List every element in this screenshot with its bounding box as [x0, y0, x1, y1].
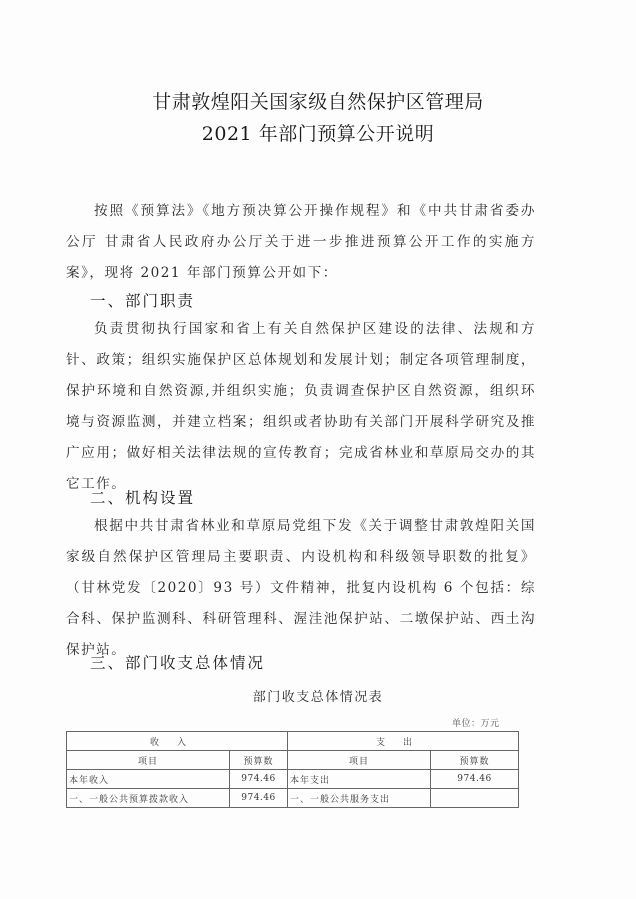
expense-group-label: 支出 [376, 737, 431, 748]
income-item-cell: 一、一般公共预算拨款收入 [67, 789, 230, 808]
section-heading-organization: 二、机构设置 [90, 489, 196, 507]
expense-group-header [288, 732, 519, 751]
income-group-label: 收入 [150, 737, 205, 748]
table-group-header-row [67, 732, 519, 751]
unit-label: 单位：万元 [452, 719, 500, 729]
expense-budget-header: 预算数 [431, 751, 519, 770]
income-budget-cell: 974.46 [230, 789, 288, 808]
expense-budget-cell [431, 789, 519, 808]
table-row [67, 789, 519, 808]
expense-item-cell: 一、一般公共服务支出 [288, 789, 431, 808]
income-budget-header: 预算数 [230, 751, 288, 770]
section-body-duties: 负责贯彻执行国家和省上有关自然保护区建设的法律、法规和方针、政策；组织实施保护区总体规划和发展计划；制定各项管理制度，保护环境和自然资源,并组织实施；负责调查保护区自然资源，组织环境与资源监测，并建立档案；组织或者协助有关部门开展科学研究及推广应用；做好相关法律法规的宣传教育；完成省林业和草原局交办的其它工作。 [66, 321, 536, 492]
income-budget-cell: 974.46 [230, 770, 288, 789]
section-body-organization: 根据中共甘肃省林业和草原局党组下发《关于调整甘肃敦煌阳关国家级自然保护区管理局主要职责、内设机构和科级领导职数的批复》（甘林党发〔2020〕93 号）文件精神，批复内设机构 6 个包括：综合科、保护监测科、科研管理科、渥洼池保护站、二墩保护站、西土沟保护站。 [66, 518, 536, 658]
section-heading-duties: 一、部门职责 [90, 292, 196, 310]
section-heading-budget-overview: 三、部门收支总体情况 [90, 654, 266, 672]
expense-item-cell: 本年支出 [288, 770, 431, 789]
document-subtitle: 2021 年部门预算公开说明 [201, 123, 435, 145]
intro-paragraph: 按照《预算法》《地方预决算公开操作规程》和《中共甘肃省委办公厅 甘肃省人民政府办公厅关于进一步推进预算公开工作的实施方案》，现将 2021 年部门预算公开如下： [66, 203, 536, 281]
income-item-header: 项目 [67, 751, 230, 770]
expense-item-header: 项目 [288, 751, 431, 770]
table-column-header-row [67, 751, 519, 770]
table-row [67, 770, 519, 789]
expense-budget-cell: 974.46 [431, 770, 519, 789]
document-title: 甘肃敦煌阳关国家级自然保护区管理局 [152, 91, 484, 113]
income-group-header [67, 732, 288, 751]
income-item-cell: 本年收入 [67, 770, 230, 789]
table-caption: 部门收支总体情况表 [252, 690, 384, 705]
budget-summary-table [66, 731, 519, 808]
